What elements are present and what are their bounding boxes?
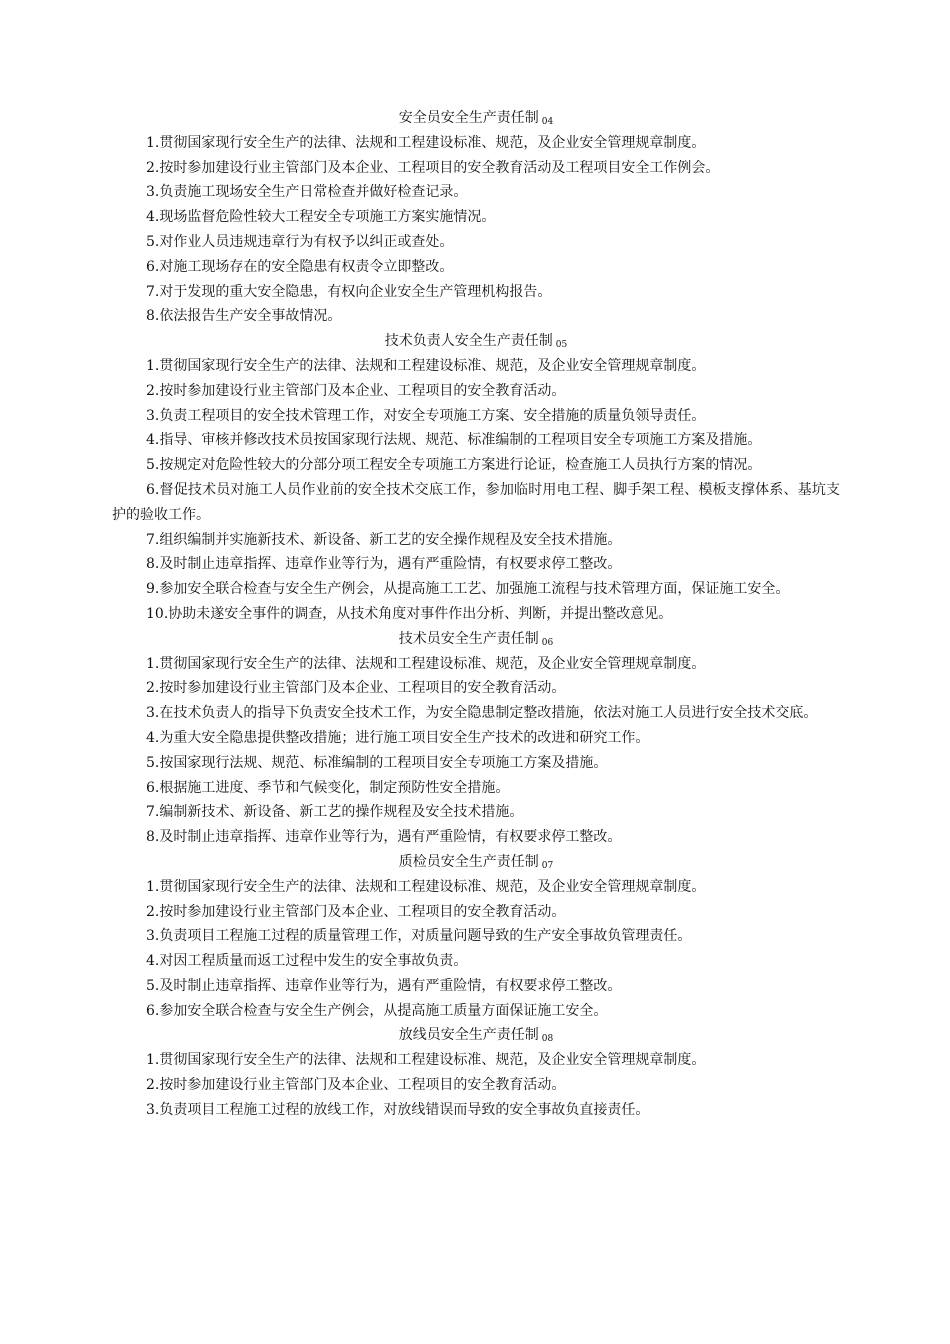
section-title-text: 放线员安全生产责任制 bbox=[398, 1027, 539, 1044]
list-item: 2.按时参加建设行业主管部门及本企业、工程项目的安全教育活动。 bbox=[146, 1077, 566, 1094]
section-title bbox=[112, 329, 840, 354]
list-item: 1.贯彻国家现行安全生产的法律、法规和工程建设标准、规范，及企业安全管理规章制度。 bbox=[146, 878, 706, 895]
list-item: 9.参加安全联合检查与安全生产例会，从提高施工工艺、加强施工流程与技术管理方面，保证施工安全。 bbox=[146, 581, 790, 598]
list-item: 6.督促技术员对施工人员作业前的安全技术交底工作，参加临时用电工程、脚手架工程、模板支撑体系、基坑支护的验收工作。 bbox=[112, 481, 840, 523]
list-item: 2.按时参加建设行业主管部门及本企业、工程项目的安全教育活动及工程项目安全工作例会。 bbox=[146, 159, 720, 176]
section-title bbox=[112, 106, 840, 131]
section-code: 04 bbox=[541, 117, 554, 127]
section-title-text: 安全员安全生产责任制 bbox=[398, 110, 539, 126]
list-item: 5.按国家现行法规、规范、标准编制的工程项目安全专项施工方案及措施。 bbox=[146, 754, 608, 771]
list-item: 2.按时参加建设行业主管部门及本企业、工程项目的安全教育活动。 bbox=[146, 903, 566, 920]
list-item: 8.依法报告生产安全事故情况。 bbox=[146, 308, 342, 325]
section-title bbox=[112, 1023, 840, 1048]
section-title bbox=[112, 850, 840, 875]
list-item: 3.在技术负责人的指导下负责安全技术工作，为安全隐患制定整改措施，依法对施工人员进行安全技术交底。 bbox=[146, 705, 818, 722]
list-item: 3.负责项目工程施工过程的放线工作，对放线错误而导致的安全事故负直接责任。 bbox=[146, 1101, 650, 1118]
section-surveyor bbox=[112, 1023, 840, 1122]
list-item: 1.贯彻国家现行安全生产的法律、法规和工程建设标准、规范，及企业安全管理规章制度。 bbox=[146, 357, 706, 374]
list-item: 2.按时参加建设行业主管部门及本企业、工程项目的安全教育活动。 bbox=[146, 382, 566, 399]
document-page bbox=[112, 106, 840, 1123]
section-title-text: 质检员安全生产责任制 bbox=[398, 853, 539, 870]
list-item: 6.根据施工进度、季节和气候变化，制定预防性安全措施。 bbox=[146, 779, 510, 796]
section-safety-officer bbox=[112, 106, 840, 329]
list-item: 8.及时制止违章指挥、违章作业等行为，遇有严重险情，有权要求停工整改。 bbox=[146, 556, 622, 573]
list-item: 4.对因工程质量而返工过程中发生的安全事故负责。 bbox=[146, 953, 468, 970]
list-item: 5.按规定对危险性较大的分部分项工程安全专项施工方案进行论证，检查施工人员执行方案的情况。 bbox=[146, 457, 762, 474]
list-item: 7.编制新技术、新设备、新工艺的操作规程及安全技术措施。 bbox=[146, 804, 524, 821]
list-item: 8.及时制止违章指挥、违章作业等行为，遇有严重险情，有权要求停工整改。 bbox=[146, 829, 622, 846]
section-quality-inspector bbox=[112, 850, 840, 1024]
list-item: 3.负责工程项目的安全技术管理工作，对安全专项施工方案、安全措施的质量负领导责任。 bbox=[146, 407, 706, 424]
list-item: 4.指导、审核并修改技术员按国家现行法规、规范、标准编制的工程项目安全专项施工方案及措施。 bbox=[146, 432, 762, 449]
list-item: 7.组织编制并实施新技术、新设备、新工艺的安全操作规程及安全技术措施。 bbox=[146, 531, 622, 548]
list-item: 6.参加安全联合检查与安全生产例会，从提高施工质量方面保证施工安全。 bbox=[146, 1002, 608, 1019]
section-code: 07 bbox=[541, 860, 554, 871]
section-title bbox=[112, 627, 840, 652]
section-technical-director bbox=[112, 329, 840, 627]
section-code: 05 bbox=[555, 340, 568, 351]
list-item: 5.及时制止违章指挥、违章作业等行为，遇有严重险情，有权要求停工整改。 bbox=[146, 977, 622, 994]
list-item: 1.贯彻国家现行安全生产的法律、法规和工程建设标准、规范，及企业安全管理规章制度。 bbox=[146, 655, 706, 672]
list-item: 1.贯彻国家现行安全生产的法律、法规和工程建设标准、规范，及企业安全管理规章制度。 bbox=[146, 134, 706, 151]
list-item: 5.对作业人员违规违章行为有权予以纠正或查处。 bbox=[146, 233, 454, 250]
section-title-text: 技术负责人安全生产责任制 bbox=[384, 333, 553, 350]
list-item: 1.贯彻国家现行安全生产的法律、法规和工程建设标准、规范，及企业安全管理规章制度。 bbox=[146, 1052, 706, 1069]
list-item: 4.为重大安全隐患提供整改措施；进行施工项目安全生产技术的改进和研究工作。 bbox=[146, 729, 650, 746]
list-item: 7.对于发现的重大安全隐患，有权向企业安全生产管理机构报告。 bbox=[146, 283, 552, 300]
list-item: 3.负责施工现场安全生产日常检查并做好检查记录。 bbox=[146, 184, 468, 201]
list-item: 4.现场监督危险性较大工程安全专项施工方案实施情况。 bbox=[146, 209, 496, 226]
section-title-text: 技术员安全生产责任制 bbox=[398, 630, 539, 647]
section-technician bbox=[112, 627, 840, 850]
section-code: 08 bbox=[541, 1034, 554, 1045]
list-item: 6.对施工现场存在的安全隐患有权责令立即整改。 bbox=[146, 258, 454, 275]
list-item: 3.负责项目工程施工过程的质量管理工作，对质量问题导致的生产安全事故负管理责任。 bbox=[146, 928, 692, 945]
list-item: 10.协助未遂安全事件的调查，从技术角度对事件作出分析、判断，并提出整改意见。 bbox=[146, 605, 673, 622]
section-code: 06 bbox=[541, 637, 554, 648]
list-item: 2.按时参加建设行业主管部门及本企业、工程项目的安全教育活动。 bbox=[146, 680, 566, 697]
